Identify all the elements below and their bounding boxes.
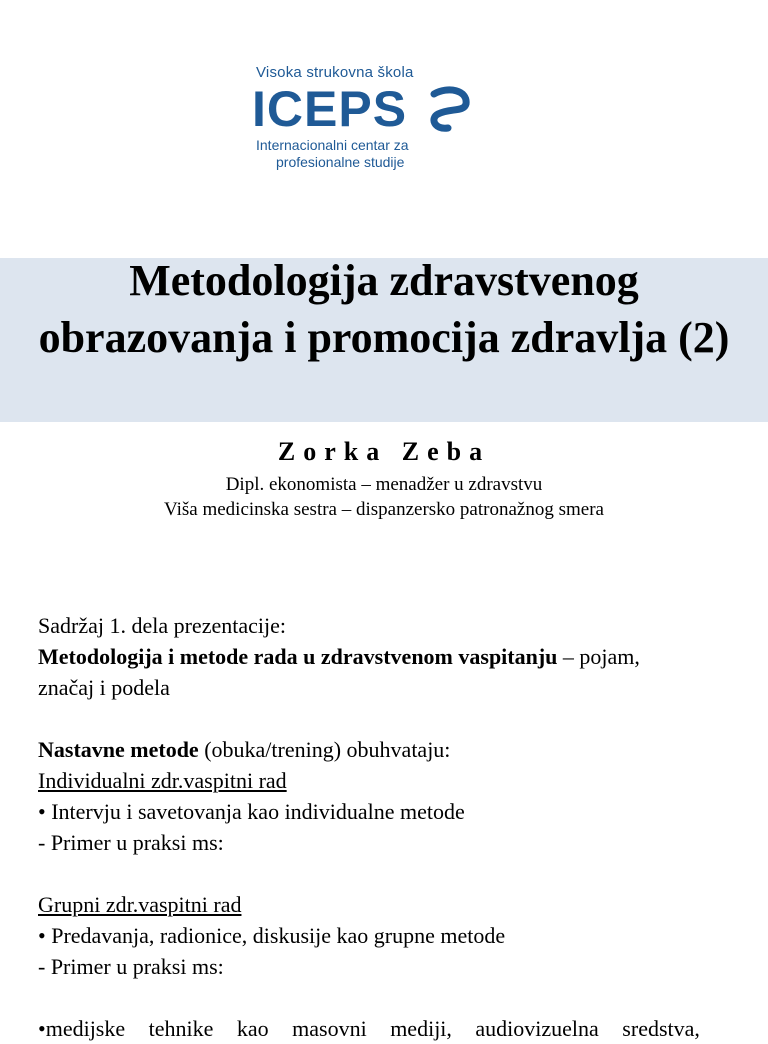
page-title-line2: obrazovanja i promocija zdravlja (2): [38, 313, 730, 362]
logo-top-text: Visoka strukovna škola: [256, 64, 414, 81]
content-topic: [38, 641, 750, 672]
methods-rest: (obuka/trening) obuhvataju:: [198, 737, 451, 762]
author-role-1: Dipl. ekonomista – menadžer u zdravstvu: [225, 474, 543, 495]
spacer: [38, 703, 750, 734]
page-title-line1: Metodologija zdravstvenog: [129, 256, 639, 305]
methods-bold: Nastavne metode: [38, 737, 199, 762]
logo-subtitle-line2: profesionalne studije: [276, 154, 405, 170]
spacer: [38, 858, 750, 889]
individual-example: - Primer u praksi ms:: [38, 830, 224, 855]
content-body: [38, 610, 750, 1044]
group-example: - Primer u praksi ms:: [38, 954, 224, 979]
topic-bold: Metodologija i metode rada u zdravstvenom vaspitanju: [38, 644, 558, 669]
content-methods: [38, 734, 750, 765]
spacer: [38, 982, 750, 1013]
individual-item: • Intervju i savetovanja kao individualne metode: [38, 799, 465, 824]
logo-subtitle-line1: Internacionalni centar za: [256, 137, 409, 153]
media-line: •medijske tehnike kao masovni mediji, audiovizuelna sredstva,: [38, 1016, 700, 1041]
author-name: Zorka Zeba: [277, 437, 491, 466]
group-heading: Grupni zdr.vaspitni rad: [38, 892, 242, 917]
group-item: • Predavanja, radionice, diskusije kao grupne metode: [38, 923, 506, 948]
author-role-2: Viša medicinska sestra – dispanzersko patronažnog smera: [164, 499, 604, 520]
content-topic-line2: značaj i podela: [38, 675, 170, 700]
individual-heading: Individualni zdr.vaspitni rad: [38, 768, 287, 793]
logo-wordmark: ICEPS: [252, 81, 408, 137]
content-intro: Sadržaj 1. dela prezentacije:: [38, 613, 286, 638]
hands-icon: [428, 86, 472, 132]
topic-rest: – pojam,: [557, 644, 640, 669]
school-logo: [252, 62, 482, 174]
